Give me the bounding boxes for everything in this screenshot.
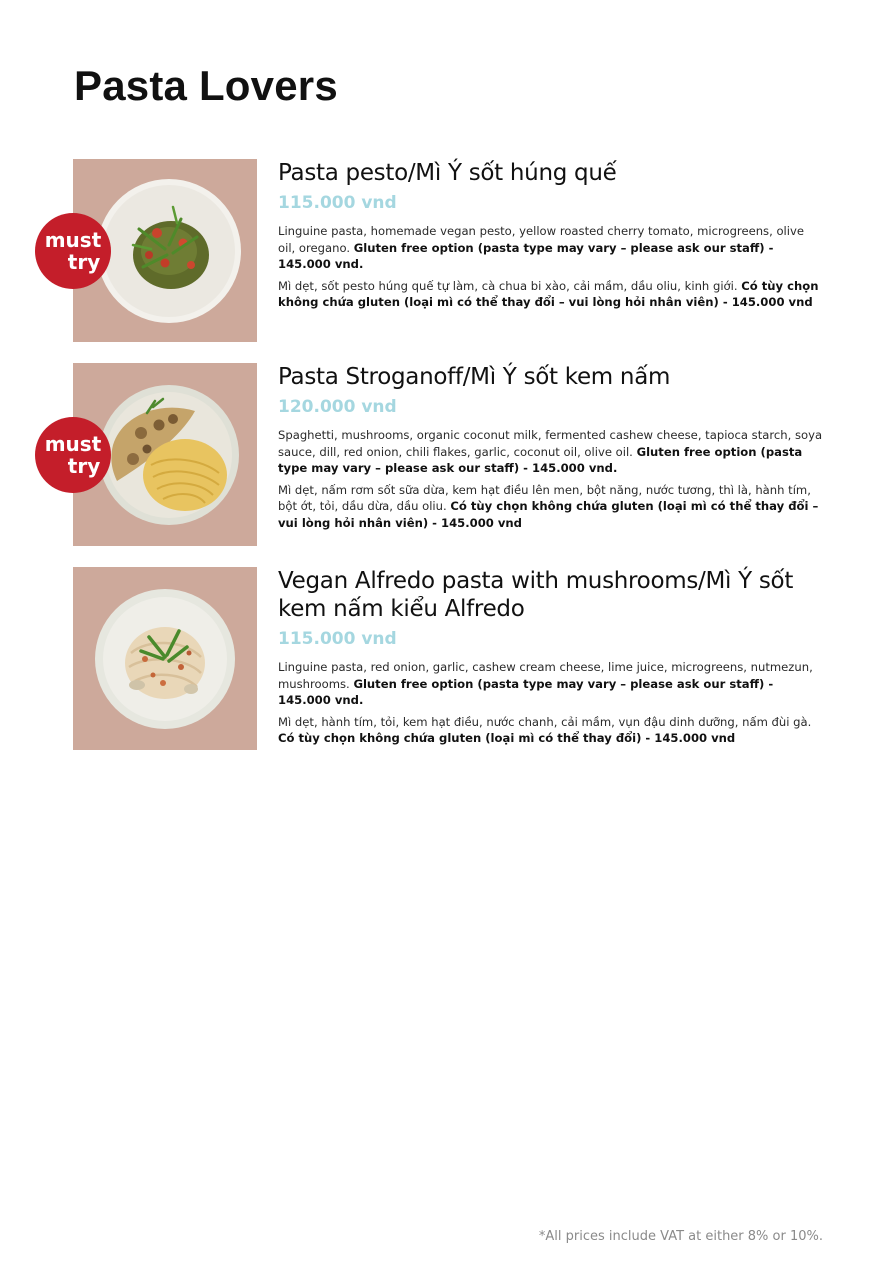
item-description-en <box>278 223 823 273</box>
item-price: 115.000 vnd <box>278 193 397 213</box>
gluten-free-option-en: Gluten free option (pasta type may vary – please ask our staff) - 145.000 vnd. <box>278 240 774 271</box>
description-en: Linguine pasta, homemade vegan pesto, yellow roasted cherry tomato, microgreens, olive oil, oregano. <box>278 224 804 255</box>
gluten-free-option-en: Gluten free option (pasta type may vary – please ask our staff) - 145.000 vnd. <box>278 676 774 707</box>
page-title: Pasta Lovers <box>74 62 338 109</box>
gluten-free-option-en: Gluten free option (pasta type may vary – please ask our staff) - 145.000 vnd. <box>278 444 803 475</box>
item-description-vi <box>278 714 823 747</box>
badge-line-1: must <box>44 228 102 252</box>
gluten-free-option-vi: Có tùy chọn không chứa gluten (loại mì có thể thay đổi) - 145.000 vnd <box>278 731 736 745</box>
must-try-badge <box>35 213 111 289</box>
description-en: Spaghetti, mushrooms, organic coconut milk, fermented cashew cheese, tapioca starch, soya sauce, dill, red onion, chili flakes, garlic, coconut oil, olive oil. <box>278 428 823 459</box>
item-description-vi <box>278 278 823 311</box>
item-name: Pasta Stroganoff/Mì Ý sốt kem nấm <box>278 364 671 390</box>
item-text <box>278 159 823 316</box>
description-en: Linguine pasta, red onion, garlic, cashew cream cheese, lime juice, microgreens, nutmezun, mushrooms. <box>278 660 813 691</box>
alfredo-pasta-image <box>73 567 257 750</box>
description-vi: Mì dẹt, sốt pesto húng quế tự làm, cà chua bi xào, cải mầm, dầu oliu, kinh giới. <box>278 278 738 293</box>
must-try-badge <box>35 417 111 493</box>
dish-photo <box>44 363 257 546</box>
vat-footnote: *All prices include VAT at either 8% or 10%. <box>538 1229 823 1244</box>
item-description-en <box>278 659 823 709</box>
dish-photo <box>44 159 257 342</box>
gluten-free-option-vi: Có tùy chọn không chứa gluten (loại mì có thể thay đổi – vui lòng hỏi nhân viên) - 145.000 vnd <box>278 278 819 309</box>
item-description-vi <box>278 482 823 532</box>
item-description-en <box>278 427 823 477</box>
item-text <box>278 363 823 536</box>
dish-photo <box>73 567 257 750</box>
item-name: Pasta pesto/Mì Ý sốt húng quế <box>278 160 617 186</box>
badge-line-2: try <box>67 250 101 274</box>
description-vi: Mì dẹt, hành tím, tỏi, kem hạt điều, nước chanh, cải mầm, vụn đậu dinh dưỡng, nấm đùi gà. <box>278 714 812 729</box>
item-price: 120.000 vnd <box>278 397 397 417</box>
description-vi: Mì dẹt, nấm rơm sốt sữa dừa, kem hạt điều lên men, bột năng, nước tương, thì là, hành tím, bột ớt, tỏi, dầu dừa, dầu oliu. <box>278 482 811 513</box>
gluten-free-option-vi: Có tùy chọn không chứa gluten (loại mì có thể thay đổi – vui lòng hỏi nhân viên) - 145.000 vnd <box>278 499 819 530</box>
item-name: Vegan Alfredo pasta with mushrooms/Mì Ý sốt kem nấm kiểu Alfredo <box>278 568 794 622</box>
badge-line-1: must <box>44 432 102 456</box>
item-text <box>278 567 823 752</box>
item-price: 115.000 vnd <box>278 629 397 649</box>
badge-line-2: try <box>67 454 101 478</box>
